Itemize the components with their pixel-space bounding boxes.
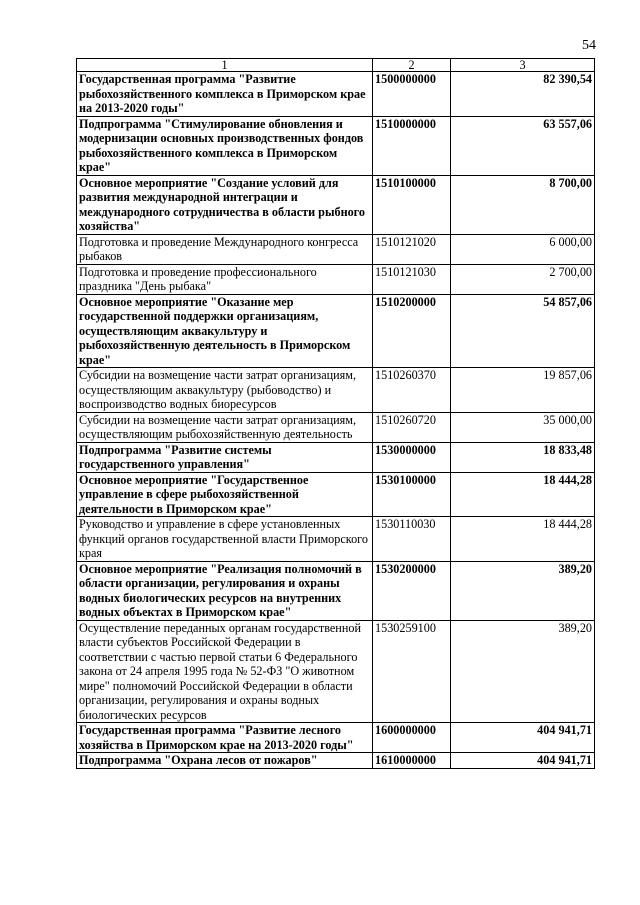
row-amount-cell: 18 444,28 bbox=[451, 472, 595, 517]
row-code-cell: 1610000000 bbox=[373, 753, 451, 769]
row-code-cell: 1530200000 bbox=[373, 561, 451, 620]
column-header-3: 3 bbox=[451, 59, 595, 72]
row-name-cell: Осуществление переданных органам государственной власти субъектов Российской Федерации в соответствии с частью первой статьи 6 Федерального закона от 24 апреля 1995 года № 52-ФЗ "О животном мире" полномочий Российской Федерации в области организации, регулирования и охраны водных биологических ресурсов bbox=[77, 620, 373, 723]
row-amount-cell: 404 941,71 bbox=[451, 723, 595, 753]
table-row bbox=[77, 412, 595, 442]
table-row bbox=[77, 368, 595, 413]
row-name-cell: Основное мероприятие "Реализация полномочий в области организации, регулирования и охраны водных биологических ресурсов на внутренних водных объектах в Приморском крае" bbox=[77, 561, 373, 620]
row-code-cell: 1510260370 bbox=[373, 368, 451, 413]
row-amount-cell: 63 557,06 bbox=[451, 116, 595, 175]
row-name-cell: Руководство и управление в сфере установленных функций органов государственной власти Приморского края bbox=[77, 517, 373, 562]
row-code-cell: 1530100000 bbox=[373, 472, 451, 517]
row-amount-cell: 35 000,00 bbox=[451, 412, 595, 442]
row-code-cell: 1510000000 bbox=[373, 116, 451, 175]
column-header-2: 2 bbox=[373, 59, 451, 72]
table-row bbox=[77, 294, 595, 368]
row-code-cell: 1530110030 bbox=[373, 517, 451, 562]
row-amount-cell: 18 833,48 bbox=[451, 442, 595, 472]
row-code-cell: 1510200000 bbox=[373, 294, 451, 368]
table-row bbox=[77, 723, 595, 753]
row-name-cell: Подпрограмма "Стимулирование обновления и модернизации основных производственных фондов рыбохозяйственного комплекса в Приморском крае" bbox=[77, 116, 373, 175]
row-amount-cell: 389,20 bbox=[451, 620, 595, 723]
row-code-cell: 1510100000 bbox=[373, 175, 451, 234]
column-header-1: 1 bbox=[77, 59, 373, 72]
table-row bbox=[77, 472, 595, 517]
table-row bbox=[77, 175, 595, 234]
row-name-cell: Основное мероприятие "Государственное управление в сфере рыбохозяйственной деятельности в Приморском крае" bbox=[77, 472, 373, 517]
row-amount-cell: 389,20 bbox=[451, 561, 595, 620]
row-amount-cell: 54 857,06 bbox=[451, 294, 595, 368]
row-amount-cell: 19 857,06 bbox=[451, 368, 595, 413]
row-name-cell: Государственная программа "Развитие рыбохозяйственного комплекса в Приморском крае на 2013-2020 годы" bbox=[77, 72, 373, 117]
row-name-cell: Субсидии на возмещение части затрат организациям, осуществляющим аквакультуру (рыбоводство) и воспроизводство водных биоресурсов bbox=[77, 368, 373, 413]
row-code-cell: 1510260720 bbox=[373, 412, 451, 442]
row-amount-cell: 404 941,71 bbox=[451, 753, 595, 769]
table-row bbox=[77, 72, 595, 117]
page-number: 54 bbox=[582, 38, 596, 53]
table-row bbox=[77, 620, 595, 723]
table-row bbox=[77, 517, 595, 562]
row-code-cell: 1600000000 bbox=[373, 723, 451, 753]
row-name-cell: Субсидии на возмещение части затрат организациям, осуществляющим рыбохозяйственную деятельность bbox=[77, 412, 373, 442]
row-code-cell: 1500000000 bbox=[373, 72, 451, 117]
row-name-cell: Основное мероприятие "Оказание мер государственной поддержки организациям, осуществляющим аквакультуру и рыбохозяйственную деятельность в Приморском крае" bbox=[77, 294, 373, 368]
row-name-cell: Подпрограмма "Развитие системы государственного управления" bbox=[77, 442, 373, 472]
table-row bbox=[77, 234, 595, 264]
row-name-cell: Государственная программа "Развитие лесного хозяйства в Приморском крае на 2013-2020 годы" bbox=[77, 723, 373, 753]
row-code-cell: 1510121030 bbox=[373, 264, 451, 294]
table-body bbox=[77, 72, 595, 769]
row-amount-cell: 8 700,00 bbox=[451, 175, 595, 234]
row-name-cell: Подготовка и проведение профессионального праздника "День рыбака" bbox=[77, 264, 373, 294]
row-code-cell: 1510121020 bbox=[373, 234, 451, 264]
table-row bbox=[77, 753, 595, 769]
table-row bbox=[77, 116, 595, 175]
row-code-cell: 1530000000 bbox=[373, 442, 451, 472]
table-row bbox=[77, 442, 595, 472]
header-row bbox=[77, 59, 595, 72]
row-amount-cell: 82 390,54 bbox=[451, 72, 595, 117]
row-amount-cell: 2 700,00 bbox=[451, 264, 595, 294]
table-row bbox=[77, 561, 595, 620]
row-amount-cell: 6 000,00 bbox=[451, 234, 595, 264]
row-code-cell: 1530259100 bbox=[373, 620, 451, 723]
table-row bbox=[77, 264, 595, 294]
budget-table bbox=[76, 58, 595, 769]
row-amount-cell: 18 444,28 bbox=[451, 517, 595, 562]
row-name-cell: Подготовка и проведение Международного конгресса рыбаков bbox=[77, 234, 373, 264]
row-name-cell: Подпрограмма "Охрана лесов от пожаров" bbox=[77, 753, 373, 769]
row-name-cell: Основное мероприятие "Создание условий для развития международной интеграции и международного сотрудничества в области рыбного хозяйства" bbox=[77, 175, 373, 234]
